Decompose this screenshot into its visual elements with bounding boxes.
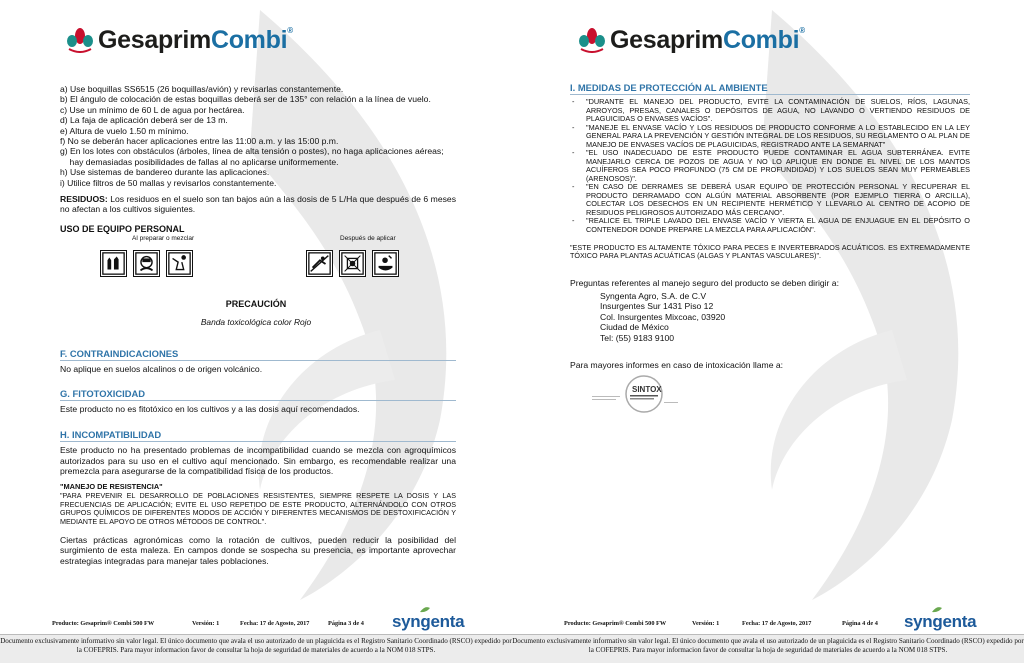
logo-registered-mark: ® [799, 25, 805, 35]
footer-producto: Producto: Gesaprim® Combi 500 FW [564, 620, 667, 627]
instruction-line: i) Utilice filtros de 50 mallas y revisarlos constantemente. [60, 177, 277, 188]
list-item: - "MANEJE EL ENVASE VACÍO Y LOS RESIDUOS DE PRODUCTO CONFORME A LO ESTABLECIDO EN LA LEY GENERAL PARA LA PREVENCIÓN Y GESTIÓN INTEGRAL DE LOS RESIDUOS, SU REGLAMENTO O AL PLAN DE MANEJO DE ENVASES VACÍOS DE PLAGUICIDAS, REGISTRADO ANTE LA SEMARNAT" [570, 124, 970, 150]
wash-clothes-pictogram-icon [339, 250, 366, 277]
address-line: Ciudad de México [600, 322, 669, 333]
equipo-personal-section [60, 224, 456, 234]
syngenta-leaf-icon [932, 607, 942, 613]
practicas-paragraph [60, 535, 456, 566]
shower-pictogram-icon [372, 250, 399, 277]
instruction-line: b) El ángulo de colocación de estas boquillas deberá ser de 135° con relación a la línea de vuelo. [60, 94, 431, 105]
instruction-line: d) La faja de aplicación deberá ser de 13 m. [60, 115, 228, 126]
section-title: F. CONTRAINDICACIONES [60, 349, 456, 361]
despues-aplicar-label: Después de aplicar [340, 235, 396, 242]
logo-text-gesaprim: Gesaprim [610, 25, 723, 54]
section-text: Este producto no es fitotóxico en los cultivos y a las dosis aquí recomendados. [60, 404, 360, 415]
address-line: Syngenta Agro, S.A. de C.V [600, 291, 707, 301]
contact-address [600, 291, 725, 343]
instruction-line: e) Altura de vuelo 1.50 m mínimo. [60, 125, 189, 136]
footer-pagina: Página 4 de 4 [842, 620, 878, 627]
section-text: Este producto no ha presentado problemas de incompatibilidad cuando se mezcla con agroquímicos autorizados para su uso en el cultivo aquí mencionado. Sin embargo, es recomendable realizar una premezcla para asegurarse de la compatibilidad física de los productos. [60, 445, 456, 477]
gesaprim-combi-logo [66, 24, 293, 56]
list-item: - "EL USO INADECUADO DE ESTE PRODUCTO PUEDE CONTAMINAR EL AGUA SUBTERRÁNEA. EVITE MANEJARLO CERCA DE POZOS DE AGUA Y NO LO APLIQUE EN DONDE EL NIVEL DE LOS MANTOS ACUÍFEROS SEA POCO PROFUNDO (75 CM DE PROFUNDIDAD) Y LOS SUELOS SEAN MUY PERMEABLES (ARENOSOS)". [570, 149, 970, 183]
manejo-resistencia [60, 482, 456, 526]
address-line: Col. Insurgentes Mixcoac, 03920 [600, 311, 726, 322]
list-item: - "REALICE EL TRIPLE LAVADO DEL ENVASE VACÍO Y VIERTA EL AGUA DE ENJUAGUE EN EL DEPÓSITO O CONTENEDOR DONDE PREPARE LA MEZCLA PARA APLICACIÓN". [570, 217, 970, 234]
precaucion-heading: PRECAUCIÓN [225, 299, 287, 309]
list-item: - "EN CASO DE DERRAMES SE DEBERÁ USAR EQUIPO DE PROTECCIÓN PERSONAL Y RECUPERAR EL PRODUCTO DERRAMADO CON ALGÚN MATERIAL ABSORBENTE (POR EJEMPLO TIERRA O ARCILLA), COLECTAR LOS DESECHOS EN UN RECIPIENTE HERMÉTICO Y LLEVARLO AL CENTRO DE ACOPIO DE RESIDUOS PELIGROSOS AUTORIZADO MÁS CERCANO". [570, 183, 970, 217]
brand-mark-icon [66, 27, 94, 53]
list-item: - "DURANTE EL MANEJO DEL PRODUCTO, EVITE LA CONTAMINACIÓN DE SUELOS, RÍOS, LAGUNAS, ARROYOS, PRESAS, CANALES O DEPÓSITOS DE AGUA, NO LAVANDO O VERTIENDO RESIDUOS DE PLAGUICIDAS O ENVASES VACÍOS". [570, 98, 970, 124]
mixing-pictogram-icon [166, 250, 193, 277]
footer-fecha: Fecha: 17 de Agosto, 2017 [742, 620, 812, 627]
section-fitotoxicidad [60, 389, 456, 415]
practicas-text: Ciertas prácticas agronómicas como la rotación de cultivos, pueden reducir la posibilidad del surgimiento de esta maleza. En campos donde se sospecha su presencia, es importante aprovechar estrategias integradas para manejar tales poblaciones. [60, 535, 456, 566]
legal-disclaimer: Documento exclusivamente informativo sin valor legal. El único documento que avala el uso autorizado de un plaguicida es el Registro Sanitario Coordinado (RSCO) expedido por la COFEPRIS. Para mayor informacion favor de consultar la hoja de seguridad de materiales de acuerdo a la NOM 018 STPS. [512, 634, 1024, 663]
address-line: Insurgentes Sur 1431 Piso 12 [600, 301, 714, 312]
section-title: G. FITOTOXICIDAD [60, 389, 456, 401]
footer-fecha: Fecha: 17 de Agosto, 2017 [240, 620, 310, 627]
syngenta-logo-text: syngenta [904, 612, 977, 631]
footer-version: Versión: 1 [192, 620, 220, 627]
section-incompatibilidad [60, 430, 456, 477]
pictograms-after [306, 250, 399, 277]
footer-version: Versión: 1 [692, 620, 720, 627]
logo-text-combi: Combi [210, 25, 288, 54]
toxicity-warning: "ESTE PRODUCTO ES ALTAMENTE TÓXICO PARA PECES E INVERTEBRADOS ACUÁTICOS. ES EXTREMADAMENTE TÓXICO PARA PLANTAS ACUÁTICAS (ALGAS Y PLANTAS VASCULARES)". [570, 243, 970, 261]
manejo-resistencia-text: "PARA PREVENIR EL DESARROLLO DE POBLACIONES RESISTENTES, SIEMPRE RESPETE LA DOSIS Y LAS FRECUENCIAS DE APLICACIÓN; EVITE EL USO REPETIDO DE ESTE PRODUCTO, ALTERNÁNDOLO CON OTROS GRUPOS QUÍMICOS DE DIFERENTES MODOS DE ACCIÓN Y DIFERENTES MECANISMOS DE DESTOXIFICACIÓN Y MEDIANTE EL APOYO DE OTROS MÉTODOS DE CONTROL". [60, 491, 456, 526]
section-title: H. INCOMPATIBILIDAD [60, 430, 456, 442]
instruction-line: a) Use boquillas SS6515 (26 boquillas/avión) y revisarlas constantemente. [60, 84, 344, 94]
syngenta-leaf-icon [420, 607, 430, 613]
logo-text-combi: Combi [722, 25, 800, 54]
section-text: No aplique en suelos alcalinos o de origen volcánico. [60, 364, 263, 375]
application-instructions [60, 84, 456, 188]
no-drink-pictogram-icon [306, 250, 333, 277]
residuos-label: RESIDUOS: [60, 194, 108, 204]
document-page-4 [512, 0, 1024, 663]
instruction-line: h) Use sistemas de bandereo durante las aplicaciones. [60, 167, 270, 178]
residuos-text: Los residuos en el suelo son tan bajos aún a las dosis de 5 L/Ha que después de 6 meses no afectan a los cultivos siguientes. [60, 194, 456, 215]
section-proteccion-ambiente [570, 83, 970, 234]
manejo-resistencia-title: "MANEJO DE RESISTENCIA" [60, 482, 163, 491]
gesaprim-combi-logo [578, 24, 805, 56]
instruction-line: f) No se deberán hacer aplicaciones entre las 11:00 a.m. y las 15:00 p.m. [60, 136, 339, 147]
section-contraindicaciones [60, 349, 456, 375]
syngenta-logo [904, 612, 976, 632]
environment-bullets [570, 98, 970, 234]
equipo-personal-title: USO DE EQUIPO PERSONAL [60, 224, 185, 234]
banda-toxicologica-text: Banda toxicológica color Rojo [200, 317, 312, 327]
logo-text-gesaprim: Gesaprim [98, 25, 211, 54]
instruction-line: c) Use un mínimo de 60 L de agua por hectárea. [60, 104, 245, 115]
gloves-pictogram-icon [100, 250, 127, 277]
logo-registered-mark: ® [287, 25, 293, 35]
address-line: Tel: (55) 9183 9100 [600, 332, 675, 343]
syngenta-logo-text: syngenta [392, 612, 465, 631]
svg-text:SINTOX: SINTOX [632, 385, 662, 394]
residuos-paragraph [60, 194, 456, 215]
footer-producto: Producto: Gesaprim® Combi 500 FW [52, 620, 155, 627]
legal-disclaimer: Documento exclusivamente informativo sin valor legal. El único documento que avala el uso autorizado de un plaguicida es el Registro Sanitario Coordinado (RSCO) expedido por la COFEPRIS. Para mayor informacion favor de consultar la hoja de seguridad de materiales de acuerdo a la NOM 018 STPS. [0, 634, 512, 663]
intoxicacion-text: Para mayores informes en caso de intoxicación llame a: [570, 360, 784, 370]
pictograms-before [100, 250, 193, 277]
al-preparar-label: Al preparar o mezclar [132, 235, 195, 242]
face-shield-pictogram-icon [133, 250, 160, 277]
brand-mark-icon [578, 27, 606, 53]
instruction-line: hay demasiadas posibilidades de fallas al no aplicarse uniformemente. [60, 156, 339, 167]
instruction-line: g) En los lotes con obstáculos (árboles, línea de alta tensión o postes), no haga aplicaciones aéreas; [60, 146, 444, 157]
preguntas-text: Preguntas referentes al manejo seguro del producto se deben dirigir a: [570, 278, 839, 288]
section-title: I. MEDIDAS DE PROTECCIÓN AL AMBIENTE [570, 83, 970, 95]
footer-pagina: Página 3 de 4 [328, 620, 364, 627]
sintox-logo-icon [592, 372, 692, 418]
syngenta-logo [392, 612, 464, 632]
